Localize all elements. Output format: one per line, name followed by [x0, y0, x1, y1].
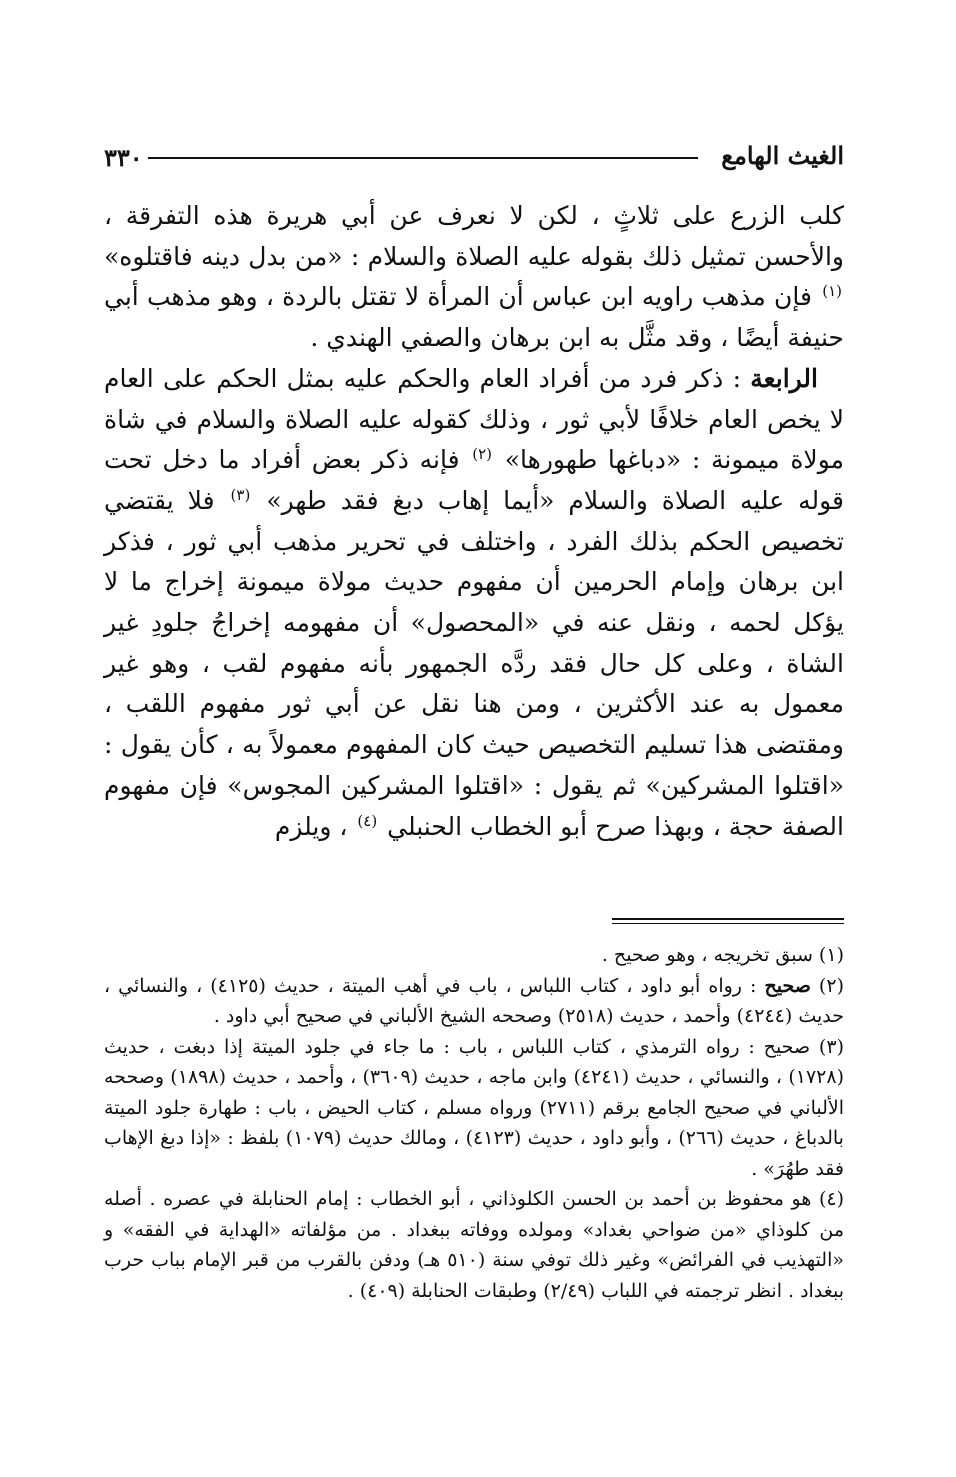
footnote-ref-2[interactable]: (٢): [472, 445, 493, 464]
paragraph-2-part-2: فإنه ذكر بعض أفراد ما دخل تحت قوله عليه الصلاة والسلام «أيما إهاب دبغ فقد طهر»: [104, 445, 845, 515]
running-header: [104, 141, 844, 177]
paragraph-2-part-3: فلا يقتضي تخصيص الحكم بذلك الفرد ، واختلف في تحرير مذهب أبي ثور ، فذكر ابن برهان وإمام الحرمين أن مفهوم حديث مولاة ميمونة إخراج ما لا يؤكل لحمه ، ونقل عنه في «المحصول» أن مفهومه إخراجُ جلودِ غير الشاة ، وعلى كل حال فقد ردَّه الجمهور بأنه مفهوم لقب ، وهو غير معمول به عند الأكثرين ، ومن هنا نقل عن أبي ثور مفهوم اللقب ، ومقتضى هذا تسليم التخصيص حيث كان المفهوم معمولاً به ، كأن يقول : «اقتلوا المشركين» ثم يقول : «اقتلوا المشركين المجوس» فإن مفهوم الصفة حجة ، وبهذا صرح أبو الخطاب الحنبلي: [104, 485, 844, 841]
footnote-2-number: (٢): [818, 974, 844, 997]
footnote-ref-4[interactable]: (٤): [357, 811, 378, 830]
footnote-2-grade: صحيح: [764, 974, 811, 997]
footnote-4: (٤) هو محفوظ بن أحمد بن الحسن الكلوذاني ، أبو الخطاب : إمام الحنابلة في عصره . أصله من كلوذاي «من ضواحي بغداد» ومولده ووفاته ببغداد . من مؤلفاته «الهداية في الفقه» و «التهذيب في الفرائض» وغير ذلك توفي سنة (٥١٠ هـ) ودفن بالقرب من قبر الإمام بباب حرب ببغداد . انظر ترجمته في اللباب (٢/٤٩) وطبقات الحنابلة (٤٠٩) .: [104, 1188, 844, 1302]
book-title: الغيث الهامع: [721, 141, 844, 170]
footnote-separator: [612, 918, 844, 924]
footnote-3: (٣) صحيح : رواه الترمذي ، كتاب اللباس ، باب : ما جاء في جلود الميتة إذا دبغت ، حديث (١٧٢٨) ، والنسائي ، حديث (٤٢٤١) وابن ماجه ، حديث (٣٦٠٩) ، وأحمد ، حديث (١٨٩٨) وصححه الألباني في صحيح الجامع برقم (٢٧١١) ورواه مسلم ، كتاب الحيض ، باب : طهارة جلود الميتة بالدباغ ، حديث (٢٦٦) ، وأبو داود ، حديث (٤١٢٣) ، ومالك حديث (١٠٧٩) بلفظ : «إذا دبغ الإهاب فقد طهُرَ» .: [104, 1035, 845, 1180]
footnote-ref-3[interactable]: (٣): [230, 485, 251, 504]
main-text: [104, 196, 844, 847]
section-term: الرابعة: [750, 363, 818, 393]
footnotes: [104, 940, 844, 1306]
page-number: ٣٣٠: [104, 143, 143, 172]
header-rule: [148, 157, 698, 159]
paragraph-2-part-4: ، ويلزم: [274, 811, 348, 841]
footnote-ref-1[interactable]: (١): [822, 282, 842, 301]
paragraph-2-part-1: : ذكر فرد من أفراد العام والحكم عليه بمثل الحكم على العام لا يخص العام خلافًا لأبي ثور ، وذلك كقوله عليه الصلاة والسلام في شاة مولاة ميمونة : «دباغها طهورها»: [104, 363, 844, 475]
paragraph-2: [104, 359, 844, 847]
footnote-2-text: : رواه أبو داود ، كتاب اللباس ، باب في أهب الميتة ، حديث (٤١٢٥) ، والنسائي ، حديث (٤٢٤٤) وأحمد ، حديث (٢٥١٨) وصححه الشيخ الألباني في صحيح أبي داود .: [104, 974, 844, 1027]
paragraph-1-part-2: فإن مذهب راويه ابن عباس أن المرأة لا تقتل بالردة ، وهو مذهب أبي حنيفة أيضًا ، وقد مثَّل به ابن برهان والصفي الهندي .: [104, 282, 844, 353]
paragraph-1: [104, 196, 844, 359]
footnote-2: [104, 971, 844, 1032]
paragraph-1-part-1: كلب الزرع على ثلاثٍ ، لكن لا نعرف عن أبي هريرة هذه التفرقة ، والأحسن تمثيل ذلك بقوله عليه الصلاة والسلام : «من بدل دينه فاقتلوه»: [104, 201, 844, 271]
footnote-1: (١) سبق تخريجه ، وهو صحيح .: [601, 944, 844, 966]
